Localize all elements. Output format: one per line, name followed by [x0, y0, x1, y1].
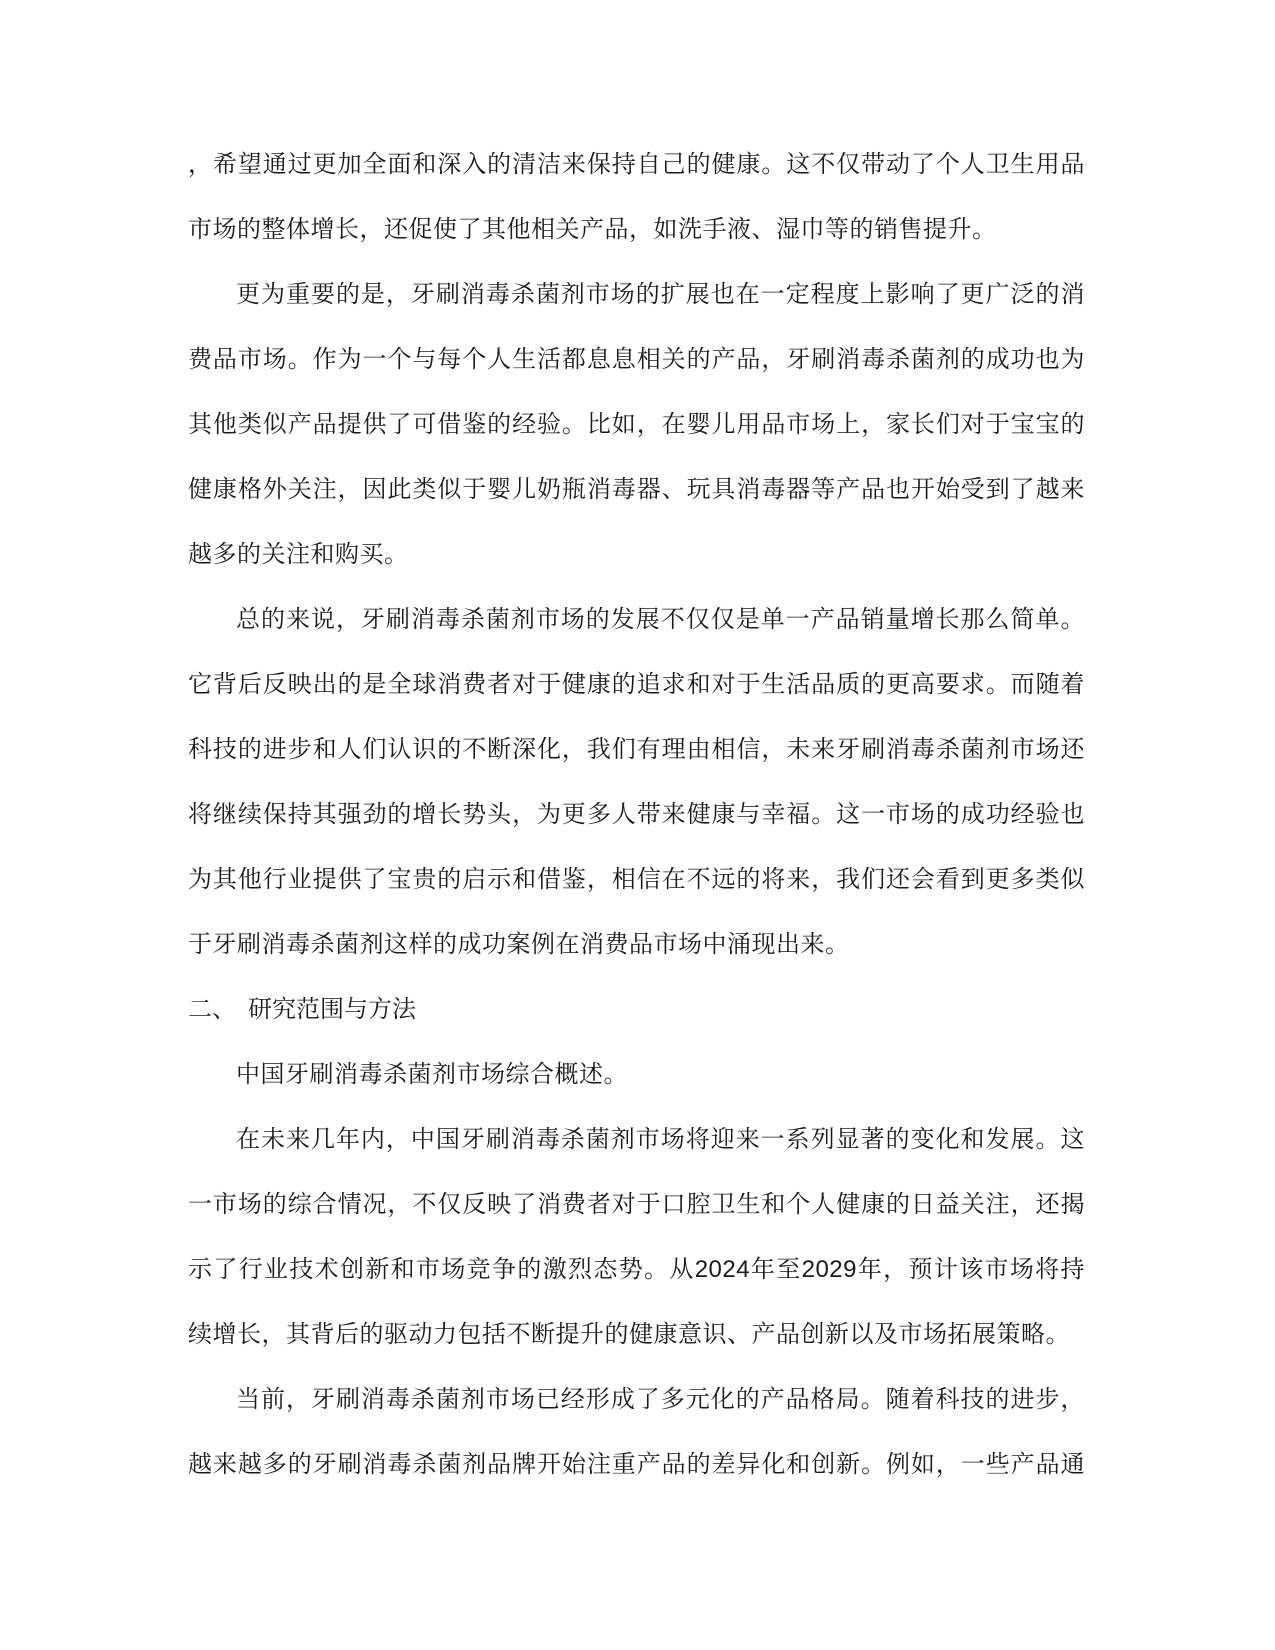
text-line: 为其他行业提供了宝贵的启示和借鉴，相信在不远的将来，我们还会看到更多类似: [188, 866, 1085, 893]
text-line: 续增长，其背后的驱动力包括不断提升的健康意识、产品创新以及市场拓展策略。: [188, 1321, 1070, 1348]
text-line: 越多的关注和购买。: [188, 541, 409, 568]
text-line: 于牙刷消毒杀菌剂这样的成功案例在消费品市场中涌现出来。: [188, 931, 850, 958]
text-line: 更为重要的是，牙刷消毒杀菌剂市场的扩展也在一定程度上影响了更广泛的消: [236, 281, 1085, 308]
text-line: 中国牙刷消毒杀菌剂市场综合概述。: [236, 1061, 628, 1088]
text-line: 其他类似产品提供了可借鉴的经验。比如，在婴儿用品市场上，家长们对于宝宝的: [188, 411, 1085, 438]
text-line: 健康格外关注，因此类似于婴儿奶瓶消毒器、玩具消毒器等产品也开始受到了越来: [188, 476, 1085, 503]
text-line: 在未来几年内，中国牙刷消毒杀菌剂市场将迎来一系列显著的变化和发展。这: [236, 1126, 1085, 1153]
text-line: 将继续保持其强劲的增长势头，为更多人带来健康与幸福。这一市场的成功经验也: [188, 801, 1085, 828]
section-heading-number: 二、: [188, 996, 236, 1023]
text-line: 它背后反映出的是全球消费者对于健康的追求和对于生活品质的更高要求。而随着: [188, 671, 1085, 698]
text-line: ，希望通过更加全面和深入的清洁来保持自己的健康。这不仅带动了个人卫生用品: [188, 151, 1085, 178]
document-body: [188, 132, 1085, 1497]
text-line: 当前，牙刷消毒杀菌剂市场已经形成了多元化的产品格局。随着科技的进步，: [236, 1386, 1085, 1413]
text-line: 一市场的综合情况，不仅反映了消费者对于口腔卫生和个人健康的日益关注，还揭: [188, 1191, 1085, 1218]
text-line: 费品市场。作为一个与每个人生活都息息相关的产品，牙刷消毒杀菌剂的成功也为: [188, 346, 1085, 373]
text-line: 示了行业技术创新和市场竞争的激烈态势。从2024年至2029年，预计该市场将持: [188, 1256, 1085, 1283]
text-line: 市场的整体增长，还促使了其他相关产品，如洗手液、湿巾等的销售提升。: [188, 216, 997, 243]
text-line: 越来越多的牙刷消毒杀菌剂品牌开始注重产品的差异化和创新。例如，一些产品通: [188, 1451, 1085, 1478]
section-heading-title: 研究范围与方法: [248, 996, 416, 1023]
section-heading: [188, 977, 1085, 1042]
text-line: 科技的进步和人们认识的不断深化，我们有理由相信，未来牙刷消毒杀菌剂市场还: [188, 736, 1085, 763]
text-line: 总的来说，牙刷消毒杀菌剂市场的发展不仅仅是单一产品销量增长那么简单。: [236, 606, 1085, 633]
